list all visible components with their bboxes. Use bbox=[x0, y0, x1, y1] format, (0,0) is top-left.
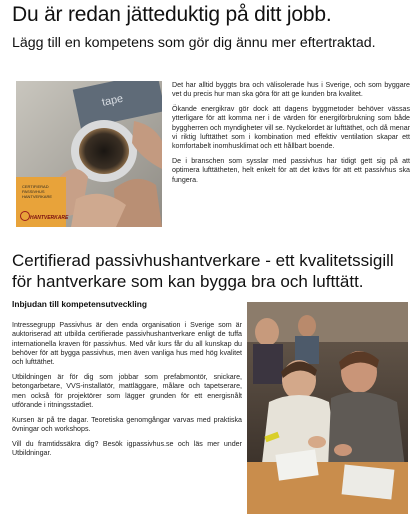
subheadline: Lägg till en kompetens som gör dig ännu mer eftertraktad. bbox=[12, 35, 376, 51]
intro-paragraph: Ökande energikrav gör dock att dagens byggmetoder behöver vässas ytterligare för att komma ner i de värden för energiförbrukning som både byggherren och myndigheter vill se. Nyckelordet är lufttäthet, och då menar vi riktig lufttäthet som i kombination med effektiv ventilation skapar ett komfortabelt inomhusklimat och ett hållbart boende. bbox=[172, 105, 410, 151]
logo-text: HANTVERKARE bbox=[30, 215, 69, 221]
section-title-line: för hantverkare som kan bygga bra och lufttätt. bbox=[12, 272, 364, 291]
course-photo-illustration bbox=[247, 302, 408, 514]
body-text-column bbox=[12, 321, 242, 464]
body-paragraph: Utbildningen är för dig som jobbar som prefabmontör, snickare, betongarbetare, VVS-installatör, mattläggare, målare och tapetserare, men också för projektörer som lägger grunden för ett energisnålt utförande i ritningsstadiet. bbox=[12, 373, 242, 410]
intro-text-column bbox=[172, 81, 410, 190]
body-paragraph: Intressegrupp Passivhus är den enda organisation i Sverige som är auktoriserad att utbilda certifierade passivhushantverkare enligt de tuffa internationella kraven för passivhus. Med vår kurs får du all kunskap du behöver för att bygga passivhus, men även vanliga hus med hög kvalitet och lufttäthet. bbox=[12, 321, 242, 367]
headline: Du är redan jätteduktig på ditt jobb. bbox=[12, 3, 332, 26]
body-paragraph: Kursen är på tre dagar. Teoretiska genomgångar varvas med praktiska övningar och workshops. bbox=[12, 415, 242, 434]
invite-heading: Inbjudan till kompetensutveckling bbox=[12, 299, 147, 309]
intro-paragraph: De i branschen som sysslar med passivhus har tidigt gett sig på att optimera lufttätheten, helt enkelt för att det krävs för att ett passivhus ska fungera. bbox=[172, 157, 410, 184]
section-title bbox=[12, 250, 412, 292]
section-title-line: Certifierad passivhushantverkare - ett kvalitetssigill bbox=[12, 251, 394, 270]
intro-photo bbox=[16, 81, 162, 227]
body-paragraph: Vill du framtidssäkra dig? Besök igpassivhus.se och läs mer under Utbildningar. bbox=[12, 439, 242, 458]
intro-paragraph: Det har alltid byggts bra och välisolerade hus i Sverige, och som byggare vet du precis hur man ska göra för att ge kunden bra kvalitet. bbox=[172, 81, 410, 99]
intro-photo-illustration bbox=[16, 81, 162, 227]
certification-badge-text: CERTIFIERAD PASSIVHUS HANTVERKARE bbox=[22, 184, 53, 199]
svg-text:tape: tape bbox=[100, 92, 125, 109]
course-photo bbox=[247, 302, 408, 514]
